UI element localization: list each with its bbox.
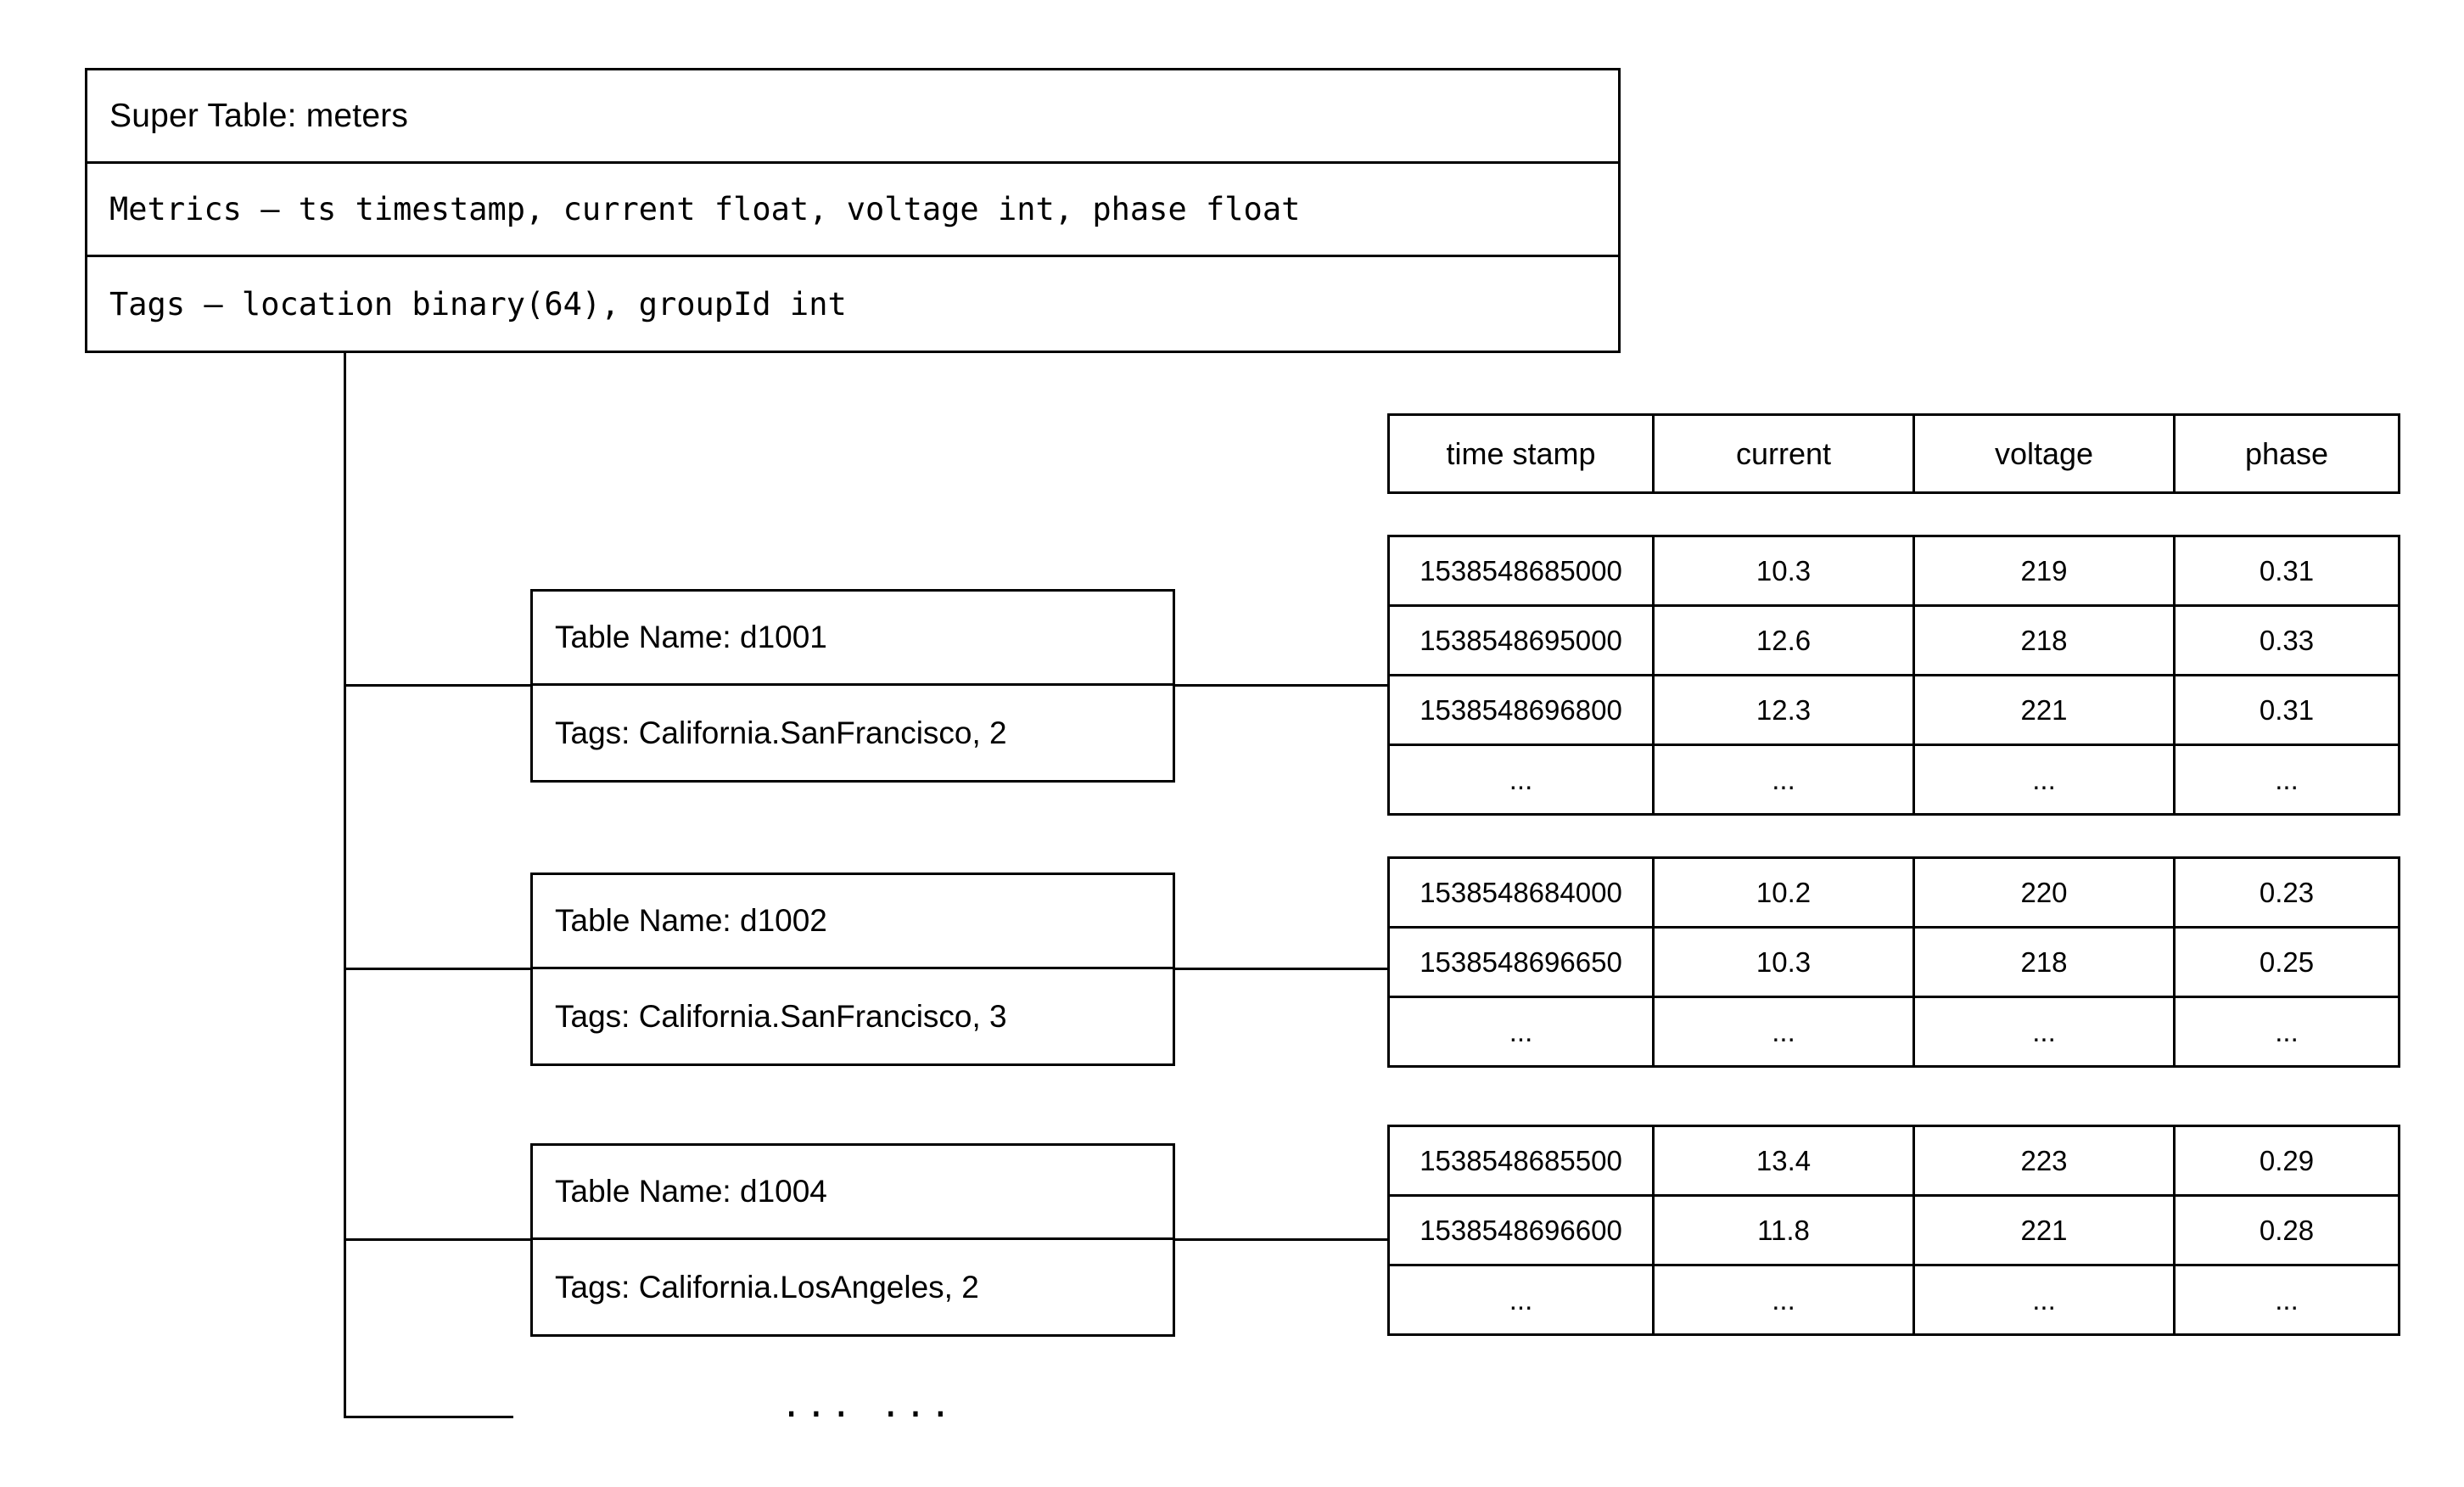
cell-voltage: 219 (1914, 536, 2175, 606)
subtable-block-3 (530, 1143, 1175, 1337)
cell-voltage: 218 (1914, 606, 2175, 676)
cell-time-stamp: 1538548685500 (1389, 1126, 1654, 1196)
cell-voltage: ... (1914, 745, 2175, 815)
cell-voltage: 223 (1914, 1126, 2175, 1196)
data-table-3 (1387, 1125, 2400, 1336)
trunk-line (344, 351, 346, 1418)
table-link-line-2 (1175, 968, 1387, 970)
table-row (1389, 997, 2400, 1067)
column-header-phase: phase (2175, 415, 2400, 493)
cell-current: 13.4 (1654, 1126, 1914, 1196)
cell-current: ... (1654, 1265, 1914, 1335)
data-table-1 (1387, 535, 2400, 816)
branch-line-2 (344, 968, 530, 970)
table-row (1389, 536, 2400, 606)
column-header-current: current (1654, 415, 1914, 493)
cell-time-stamp: ... (1389, 1265, 1654, 1335)
super-table-metrics-row (87, 164, 1618, 257)
cell-current: ... (1654, 745, 1914, 815)
super-table-tags-row (87, 257, 1618, 351)
branch-line-3 (344, 1238, 530, 1241)
cell-time-stamp: 1538548685000 (1389, 536, 1654, 606)
cell-phase: ... (2175, 1265, 2400, 1335)
subtable-block-1 (530, 589, 1175, 783)
subtable-tags-2: Tags: California.SanFrancisco, 3 (555, 998, 1007, 1034)
cell-current: 10.3 (1654, 536, 1914, 606)
cell-phase: 0.31 (2175, 536, 2400, 606)
cell-phase: 0.23 (2175, 858, 2400, 928)
table-link-line-3 (1175, 1238, 1387, 1241)
subtable-tags-1: Tags: California.SanFrancisco, 2 (555, 715, 1007, 750)
cell-voltage: 221 (1914, 676, 2175, 745)
column-header-table (1387, 413, 2400, 494)
cell-time-stamp: 1538548695000 (1389, 606, 1654, 676)
table-row (1389, 1265, 2400, 1335)
cell-current: 12.3 (1654, 676, 1914, 745)
cell-current: 11.8 (1654, 1196, 1914, 1265)
table-row (1389, 928, 2400, 997)
table-row (1389, 1196, 2400, 1265)
table-row (1389, 858, 2400, 928)
cell-time-stamp: 1538548684000 (1389, 858, 1654, 928)
cell-time-stamp: 1538548696800 (1389, 676, 1654, 745)
cell-voltage: ... (1914, 997, 2175, 1067)
cell-time-stamp: 1538548696600 (1389, 1196, 1654, 1265)
column-header-time-stamp: time stamp (1389, 415, 1654, 493)
cell-time-stamp: ... (1389, 997, 1654, 1067)
cell-voltage: 218 (1914, 928, 2175, 997)
branch-line-1 (344, 684, 530, 687)
cell-voltage: ... (1914, 1265, 2175, 1335)
cell-voltage: 220 (1914, 858, 2175, 928)
cell-phase: ... (2175, 745, 2400, 815)
subtable-name-3: Table Name: d1004 (533, 1146, 1173, 1240)
subtable-name-1: Table Name: d1001 (533, 592, 1173, 686)
cell-time-stamp: 1538548696650 (1389, 928, 1654, 997)
cell-phase: 0.31 (2175, 676, 2400, 745)
cell-current: ... (1654, 997, 1914, 1067)
cell-current: 10.3 (1654, 928, 1914, 997)
cell-phase: 0.25 (2175, 928, 2400, 997)
cell-phase: 0.33 (2175, 606, 2400, 676)
table-row (1389, 1126, 2400, 1196)
subtable-block-2 (530, 873, 1175, 1066)
cell-voltage: 221 (1914, 1196, 2175, 1265)
super-table-tags: Tags — location binary(64), groupId int (109, 285, 847, 323)
trunk-bottom-stub (344, 1416, 513, 1418)
table-row (1389, 745, 2400, 815)
subtable-tags-3: Tags: California.LosAngeles, 2 (555, 1269, 979, 1305)
super-table-metrics: Metrics — ts timestamp, current float, voltage int, phase float (109, 191, 1301, 227)
cell-phase: 0.29 (2175, 1126, 2400, 1196)
more-tables-ellipsis: ... ... (781, 1383, 955, 1425)
column-header-voltage: voltage (1914, 415, 2175, 493)
super-table-block (85, 68, 1621, 353)
cell-current: 12.6 (1654, 606, 1914, 676)
subtable-name-2: Table Name: d1002 (533, 875, 1173, 969)
cell-time-stamp: ... (1389, 745, 1654, 815)
super-table-title: Super Table: meters (109, 97, 409, 134)
super-table-title-row (87, 70, 1618, 164)
cell-phase: 0.28 (2175, 1196, 2400, 1265)
table-link-line-1 (1175, 684, 1387, 687)
table-row (1389, 606, 2400, 676)
cell-current: 10.2 (1654, 858, 1914, 928)
table-row (1389, 415, 2400, 493)
data-table-2 (1387, 856, 2400, 1068)
cell-phase: ... (2175, 997, 2400, 1067)
table-row (1389, 676, 2400, 745)
